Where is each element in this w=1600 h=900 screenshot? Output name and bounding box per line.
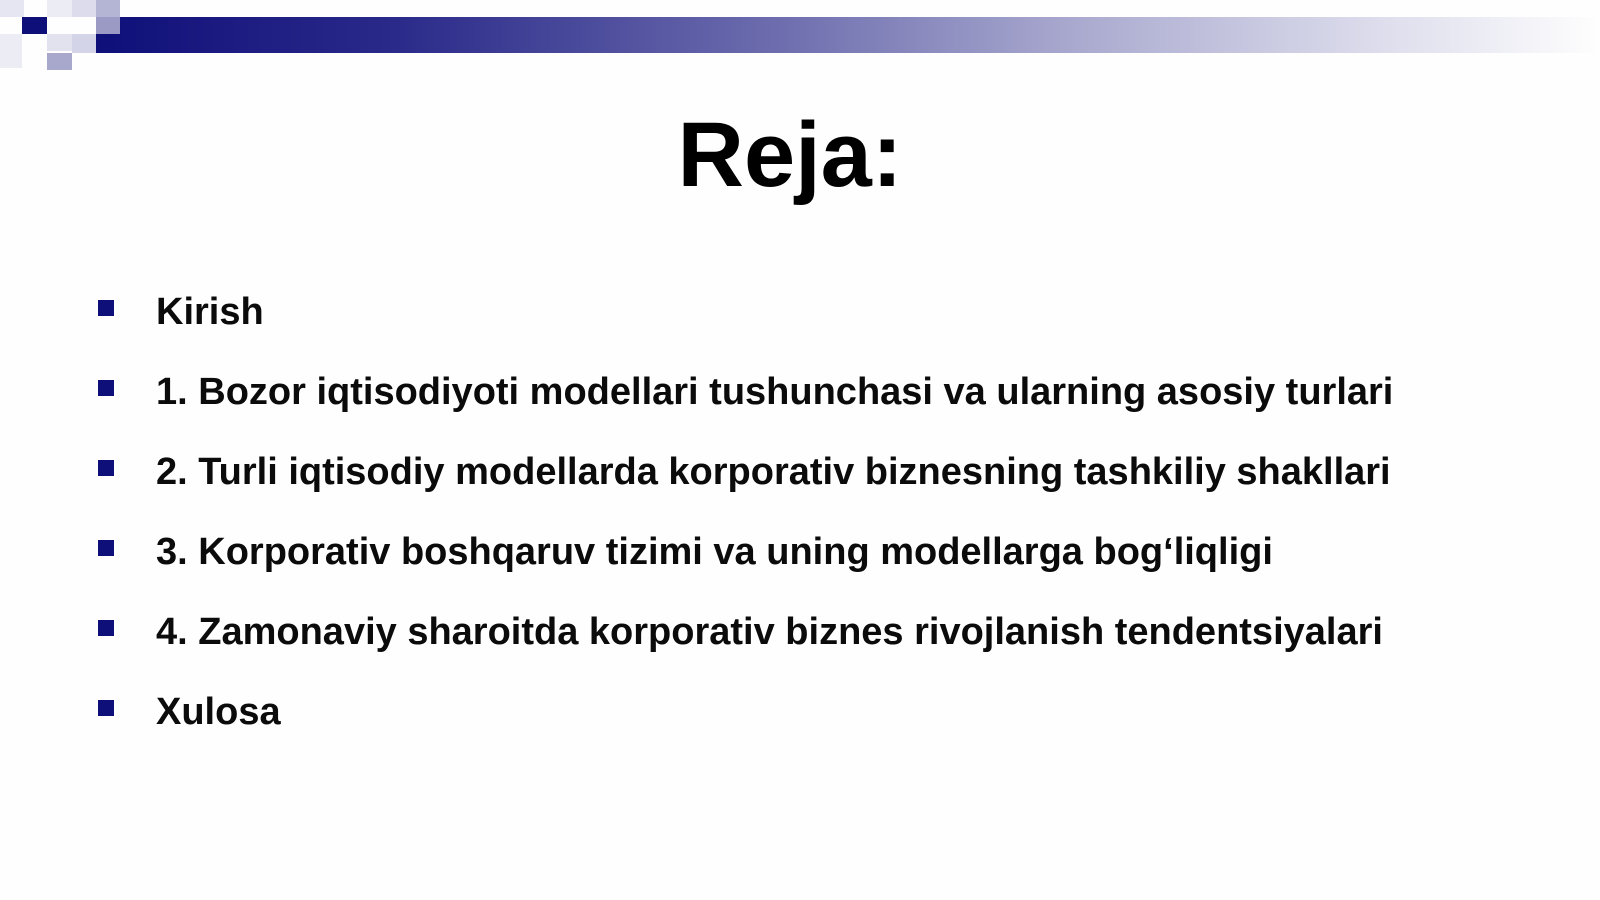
list-item-text: 2. Turli iqtisodiy modellarda korporativ biznesning tashkiliy shakllari <box>156 451 1391 493</box>
list-item <box>98 688 1393 768</box>
list-item-text: 1. Bozor iqtisodiyoti modellari tushunchasi va ularning asosiy turlari <box>156 371 1394 413</box>
square-bullet-icon <box>98 700 114 716</box>
list-item-text: 3. Korporativ boshqaruv tizimi va uning modellarga bog‘liqligi <box>156 531 1273 573</box>
square-bullet-icon <box>98 380 114 396</box>
square-bullet-icon <box>98 300 114 316</box>
decor-square <box>96 17 120 34</box>
list-item <box>98 528 1393 608</box>
list-item-text: Kirish <box>156 291 264 333</box>
bullet-list <box>98 288 1393 768</box>
decor-square <box>0 0 24 17</box>
list-item-text: 4. Zamonaviy sharoitda korporativ biznes rivojlanish tendentsiyalari <box>156 611 1383 653</box>
decor-square <box>47 53 72 70</box>
decor-square <box>47 0 72 17</box>
list-item-text: Xulosa <box>156 691 281 733</box>
square-bullet-icon <box>98 620 114 636</box>
decor-square <box>96 0 120 17</box>
decor-square <box>47 34 72 51</box>
list-item <box>98 448 1393 528</box>
list-item <box>98 288 1393 368</box>
decor-square <box>72 0 96 17</box>
slide-title: Reja: <box>677 104 903 206</box>
square-bullet-icon <box>98 460 114 476</box>
decor-square <box>72 34 96 53</box>
header-gradient-bar <box>96 17 1600 53</box>
decor-square <box>0 34 22 68</box>
decor-square <box>22 17 47 34</box>
square-bullet-icon <box>98 540 114 556</box>
list-item <box>98 368 1393 448</box>
list-item <box>98 608 1393 688</box>
